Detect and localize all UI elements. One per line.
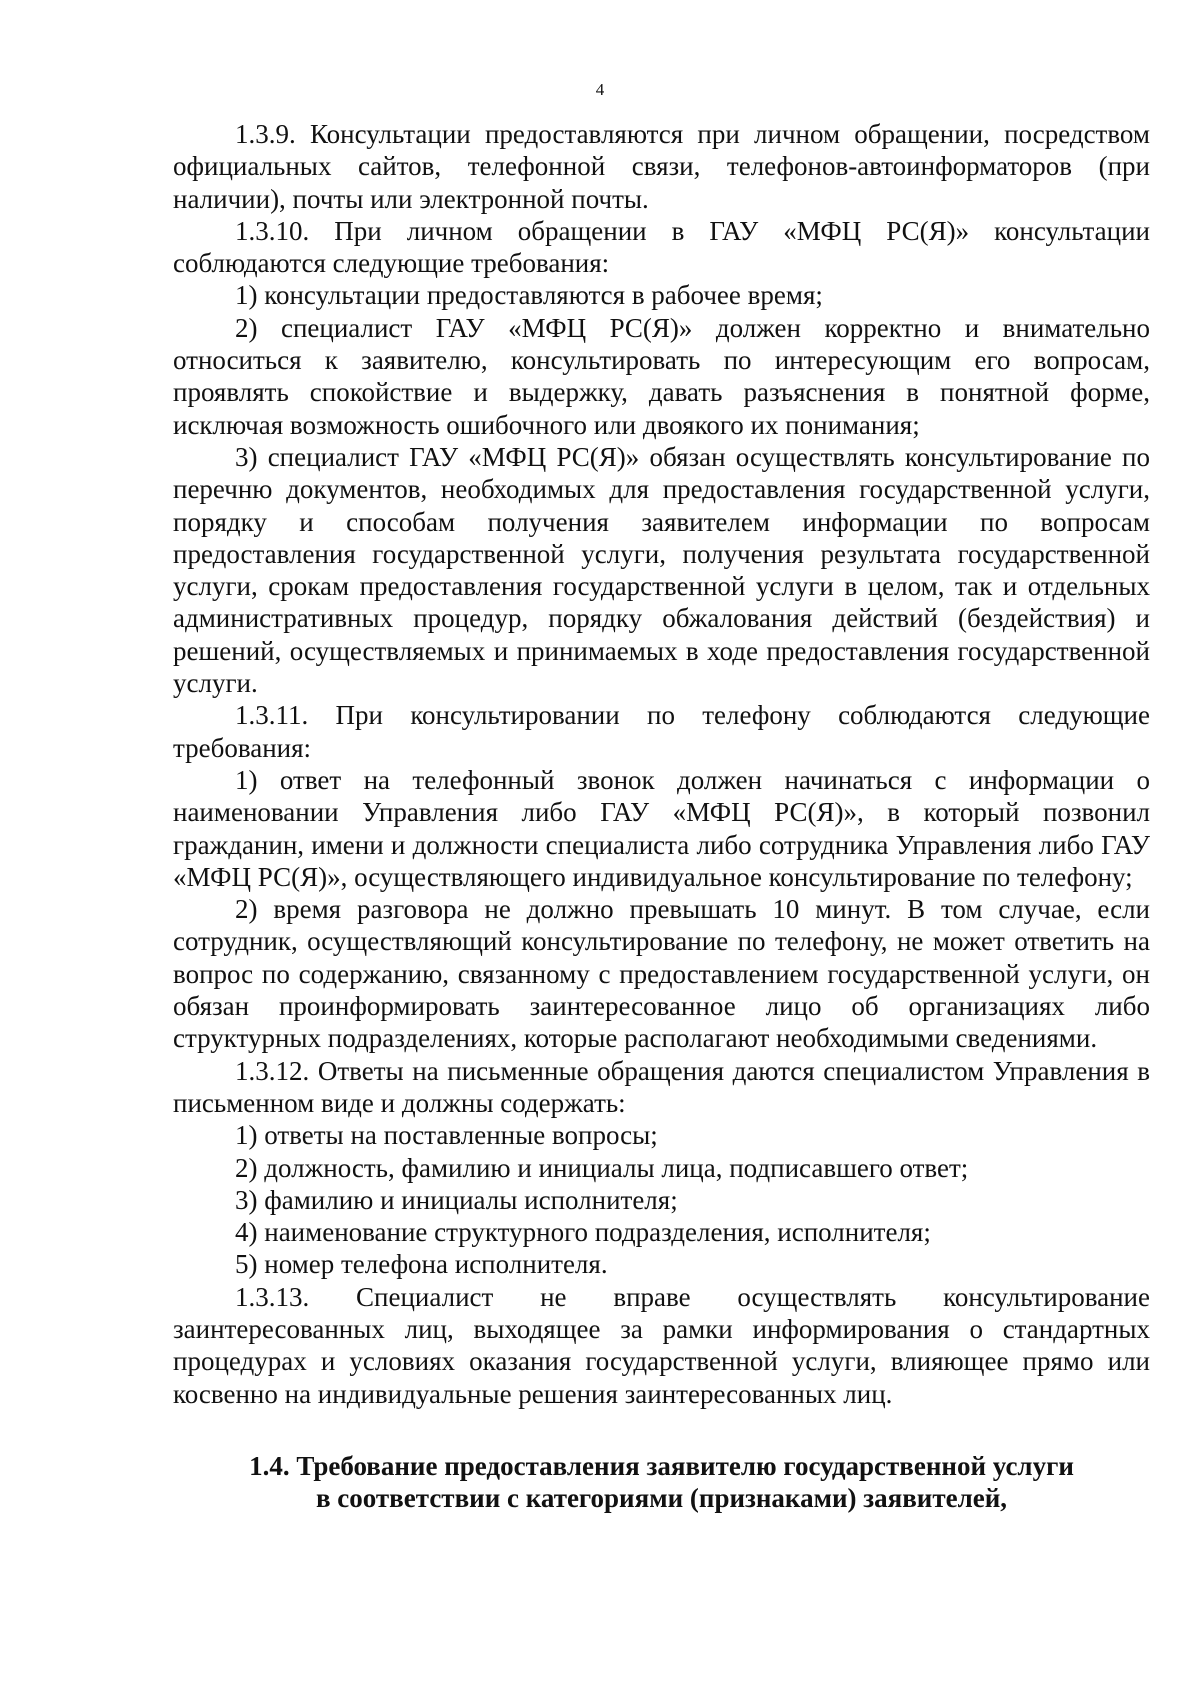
list-item: 1) ответ на телефонный звонок должен начинаться с информации о наименовании Управления либо ГАУ «МФЦ РС(Я)», в который позвонил гражданин, имени и должности специалиста либо сотрудника Управления либо ГАУ «МФЦ РС(Я)», осуществляющего индивидуальное консультирование по телефону; — [173, 764, 1150, 892]
section-heading-line-2: в соответствии с категориями (признаками) заявителей, — [315, 1482, 1008, 1513]
list-item: 2) должность, фамилию и инициалы лица, подписавшего ответ; — [235, 1152, 969, 1183]
paragraph-1-3-11: 1.3.11. При консультировании по телефону соблюдаются следующие требования: — [173, 700, 1150, 763]
paragraph-1-3-9: 1.3.9. Консультации предоставляются при личном обращении, посредством официальных сайтов, телефонной связи, телефонов-автоинформаторов (при наличии), почты или электронной почты. — [173, 119, 1150, 214]
list-item: 1) ответы на поставленные вопросы; — [235, 1120, 658, 1151]
list-item: 3) фамилию и инициалы исполнителя; — [235, 1184, 678, 1215]
section-heading — [173, 1450, 1150, 1514]
list-item: 2) специалист ГАУ «МФЦ РС(Я)» должен корректно и внимательно относиться к заявителю, консультировать по интересующим его вопросам, проявлять спокойствие и выдержку, давать разъяснения в понятной форме, исключая возможность ошибочного или двоякого их понимания; — [173, 312, 1150, 440]
list-item: 5) номер телефона исполнителя. — [235, 1249, 608, 1280]
list-item: 2) время разговора не должно превышать 10 минут. В том случае, если сотрудник, осуществляющий консультирование по телефону, не может ответить на вопрос по содержанию, связанному с предоставлением государственной услуги, он обязан проинформировать заинтересованное лицо об организациях либо структурных подразделениях, которые располагают необходимыми сведениями. — [173, 894, 1150, 1054]
paragraph-1-3-10: 1.3.10. При личном обращении в ГАУ «МФЦ РС(Я)» консультации соблюдаются следующие требования: — [173, 215, 1150, 279]
paragraph-1-3-12: 1.3.12. Ответы на письменные обращения даются специалистом Управления в письменном виде и должны содержать: — [173, 1055, 1150, 1118]
section-heading-line-1: 1.4. Требование предоставления заявителю государственной услуги — [249, 1450, 1074, 1481]
page-number: 4 — [595, 80, 605, 99]
list-item: 3) специалист ГАУ «МФЦ РС(Я)» обязан осуществлять консультирование по перечню документов, необходимых для предоставления государственной услуги, порядку и способам получения заявителем информации по вопросам предоставления государственной услуги, получения результата государственной услуги, срокам предоставления государственной услуги в целом, так и отдельных административных процедур, порядку обжалования действий (бездействия) и решений, осуществляемых и принимаемых в ходе предоставления государственной услуги. — [173, 441, 1150, 699]
document-body — [173, 118, 1150, 1514]
paragraph-1-3-13: 1.3.13. Специалист не вправе осуществлять консультирование заинтересованных лиц, выходящее за рамки информирования о стандартных процедурах и условиях оказания государственной услуги, влияющее прямо или косвенно на индивидуальные решения заинтересованных лиц. — [173, 1281, 1150, 1409]
list-item: 4) наименование структурного подразделения, исполнителя; — [235, 1217, 931, 1248]
list-item: 1) консультации предоставляются в рабочее время; — [235, 280, 823, 311]
